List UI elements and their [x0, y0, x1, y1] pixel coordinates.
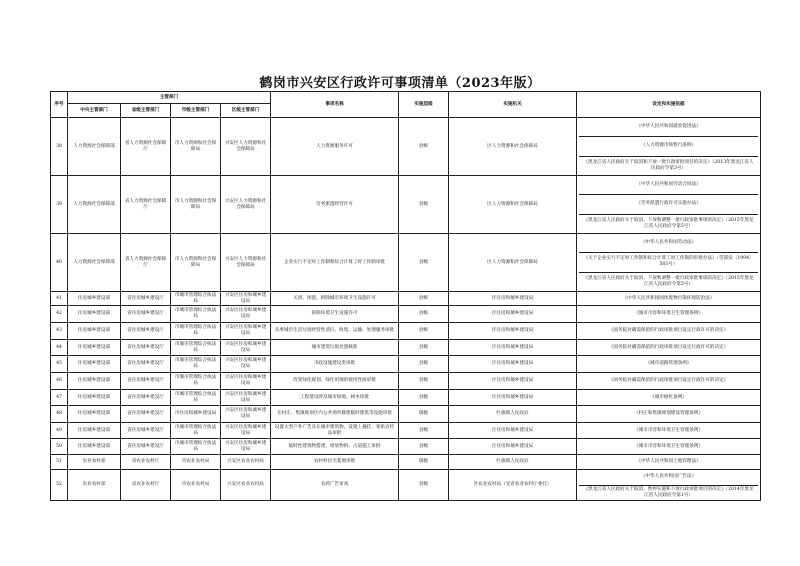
row-basis — [577, 292, 761, 306]
row-province-authority: 省住房城乡建设厅 — [121, 390, 171, 406]
row-district-authority: 兴安区人力资源和社会保障局 — [221, 176, 271, 234]
row-item-name: 关闭、闲置、拆除城市环境卫生设施许可 — [271, 292, 399, 306]
row-basis — [577, 406, 761, 423]
row-district-authority: 兴安区住房和城乡建设局 — [221, 373, 271, 390]
row-level: 县级 — [399, 234, 449, 292]
row-province-authority: 省住房城乡建设厅 — [121, 373, 171, 390]
basis-item: 《中华人民共和国就业促进法》 — [636, 124, 701, 130]
header-agency: 实施机关 — [449, 92, 577, 118]
row-item-name: 在村庄、集镇规划区内公共场所修建临时建筑等设施审批 — [271, 406, 399, 423]
table-row — [51, 439, 761, 455]
row-city-authority: 市城市管理综合执法局 — [171, 439, 221, 455]
basis-item: 《城市市容和环境卫生管理条例》 — [634, 311, 703, 316]
row-province-authority: 省农业农村厅 — [121, 470, 171, 501]
row-item-name: 企业实行不定时工作制和综合计算工时工作制审批 — [271, 234, 399, 292]
row-item-name: 工程建设涉及城市绿地、树木审批 — [271, 390, 399, 406]
row-agency: 区住房和城乡建设局 — [449, 306, 577, 323]
row-province-authority: 省住房城乡建设厅 — [121, 439, 171, 455]
row-agency: 红旗镇人民政府 — [449, 455, 577, 470]
row-agency: 区人力资源和社会保障局 — [449, 118, 577, 176]
row-level: 县级 — [399, 306, 449, 323]
basis-item: 《村庄和集镇规划建设管理条例》 — [634, 411, 703, 416]
row-basis — [577, 455, 761, 470]
row-level: 县级 — [399, 176, 449, 234]
row-seq: 46 — [51, 373, 68, 390]
row-district-authority: 兴安区住房和城乡建设局 — [221, 439, 271, 455]
row-basis — [577, 373, 761, 390]
header-basis: 设定和实施依据 — [577, 92, 761, 118]
table-row — [51, 390, 761, 406]
row-seq: 42 — [51, 306, 68, 323]
row-district-authority: 兴安区人力资源和社会保障局 — [221, 118, 271, 176]
row-item-name: 市政设施建设类审批 — [271, 356, 399, 373]
row-central-authority: 住房城乡建设部 — [68, 356, 121, 373]
basis-item: 《城市道路管理条例》 — [645, 361, 692, 366]
table-row — [51, 423, 761, 439]
row-district-authority: 兴安区住房和城乡建设局 — [221, 390, 271, 406]
basis-item: 《中华人民共和国土地管理法》 — [636, 459, 701, 464]
row-city-authority: 市城市管理综合执法局 — [171, 306, 221, 323]
header-seq: 序号 — [51, 92, 68, 118]
table-row — [51, 455, 761, 470]
row-item-name: 拆除环境卫生设施许可 — [271, 306, 399, 323]
row-basis — [577, 176, 761, 234]
row-basis — [577, 323, 761, 340]
row-city-authority: 市城市管理综合执法局 — [171, 390, 221, 406]
row-city-authority: 市城市管理综合执法局 — [171, 423, 221, 439]
row-basis — [577, 390, 761, 406]
basis-item: 《黑龙江省人民政府关于取消和下放一批行政审批项目的决定》（2013年黑龙江省人民政府令第3号） — [579, 156, 758, 175]
row-level: 县级 — [399, 373, 449, 390]
header-item-name: 事项名称 — [271, 92, 399, 118]
row-province-authority: 省人力资源社会保障厅 — [121, 118, 171, 176]
row-seq: 41 — [51, 292, 68, 306]
row-central-authority: 农业农村部 — [68, 470, 121, 501]
row-seq: 48 — [51, 406, 68, 423]
row-central-authority: 住房城乡建设部 — [68, 439, 121, 455]
row-central-authority: 住房城乡建设部 — [68, 373, 121, 390]
basis-item: 《中华人民共和国劳动法》 — [640, 240, 697, 246]
row-province-authority: 省住房城乡建设厅 — [121, 356, 171, 373]
row-seq: 47 — [51, 390, 68, 406]
row-agency: 区住房和城乡建设局 — [449, 390, 577, 406]
row-agency: 区住房和城乡建设局 — [449, 423, 577, 439]
row-district-authority: 兴安区人力资源和社会保障局 — [221, 234, 271, 292]
header-central: 中央主管部门 — [68, 104, 121, 118]
header-district: 区级主管部门 — [221, 104, 271, 118]
table-body — [51, 118, 761, 501]
row-agency: 区人力资源和社会保障局 — [449, 234, 577, 292]
row-item-name: 设置大型户外广告及在城市建筑物、设施上悬挂、张贴宣传品审批 — [271, 423, 399, 439]
basis-item: 《人力资源市场暂行条例》 — [579, 136, 758, 155]
row-district-authority: 兴安区住房和城乡建设局 — [221, 292, 271, 306]
row-agency: 红旗镇人民政府 — [449, 406, 577, 423]
row-seq: 38 — [51, 118, 68, 176]
row-seq: 43 — [51, 323, 68, 340]
table-row — [51, 176, 761, 234]
row-level: 县级 — [399, 323, 449, 340]
row-city-authority: 市城市管理综合执法局 — [171, 292, 221, 306]
table-row — [51, 373, 761, 390]
basis-item: 《城市市容和环境卫生管理条例》 — [634, 427, 703, 433]
basis-item: 《劳务派遣行政许可实施办法》 — [579, 194, 758, 213]
row-level: 县级 — [399, 356, 449, 373]
row-agency: 区住房和城乡建设局 — [449, 356, 577, 373]
row-province-authority: 省农业农村厅 — [121, 455, 171, 470]
row-province-authority: 省住房城乡建设厅 — [121, 340, 171, 356]
row-city-authority: 市农业农村局 — [171, 455, 221, 470]
row-central-authority: 住房城乡建设部 — [68, 390, 121, 406]
row-item-name: 城市建筑垃圾处置核准 — [271, 340, 399, 356]
row-central-authority: 住房城乡建设部 — [68, 340, 121, 356]
row-basis — [577, 234, 761, 292]
row-item-name: 从事城市生活垃圾经营性清扫、收集、运输、处理服务审批 — [271, 323, 399, 340]
row-city-authority: 市住房和城乡建设局 — [171, 406, 221, 423]
row-level: 镇级 — [399, 455, 449, 470]
basis-item: 《黑龙江省人民政府关于取消、暂停实施和下放行政审批项目的决定》（2014年黑龙江省人民政府令第1号） — [579, 485, 758, 501]
row-basis — [577, 340, 761, 356]
basis-item: 《关于企业实行不定时工作制和综合计算工时工作制的审批办法》（劳部发〔1994〕503号） — [579, 252, 758, 271]
row-item-name: 临时性建筑物搭建、堆放物料、占道施工审批 — [271, 439, 399, 455]
row-central-authority: 人力资源社会保障部 — [68, 176, 121, 234]
row-seq: 49 — [51, 423, 68, 439]
row-district-authority: 兴安区住房和城乡建设局 — [221, 356, 271, 373]
row-central-authority: 住房城乡建设部 — [68, 292, 121, 306]
row-province-authority: 省住房城乡建设厅 — [121, 323, 171, 340]
row-item-name: 农村村民宅基地审批 — [271, 455, 399, 470]
row-city-authority: 市城市管理综合执法局 — [171, 373, 221, 390]
basis-item: 《黑龙江省人民政府关于取消、下放和调整一批行政审批事项的决定》（2015年黑龙江省人民政府令第5号） — [579, 272, 758, 291]
row-agency: 区住房和城乡建设局 — [449, 373, 577, 390]
header-authority-group: 主管部门 — [68, 92, 271, 104]
row-basis — [577, 356, 761, 373]
row-central-authority: 住房城乡建设部 — [68, 406, 121, 423]
row-seq: 45 — [51, 356, 68, 373]
row-province-authority: 省住房城乡建设厅 — [121, 306, 171, 323]
row-seq: 50 — [51, 439, 68, 455]
row-city-authority: 市人力资源和社会保障局 — [171, 176, 221, 234]
row-district-authority: 兴安区住房和城乡建设局 — [221, 323, 271, 340]
row-city-authority: 市城市管理综合执法局 — [171, 323, 221, 340]
row-level: 县级 — [399, 390, 449, 406]
row-district-authority: 兴安区住房和城乡建设局 — [221, 423, 271, 439]
basis-item: 《城市绿化条例》 — [650, 394, 687, 400]
row-central-authority: 人力资源社会保障部 — [68, 118, 121, 176]
row-level: 县级 — [399, 439, 449, 455]
row-agency: 区人力资源和社会保障局 — [449, 176, 577, 234]
row-province-authority: 省住房城乡建设厅 — [121, 292, 171, 306]
row-item-name: 人力资源服务许可 — [271, 118, 399, 176]
row-district-authority: 兴安区农业农村局 — [221, 455, 271, 470]
header-level: 实施层级 — [399, 92, 449, 118]
row-basis — [577, 118, 761, 176]
row-basis — [577, 423, 761, 439]
row-central-authority: 住房城乡建设部 — [68, 423, 121, 439]
table-row — [51, 306, 761, 323]
row-province-authority: 省人力资源社会保障厅 — [121, 176, 171, 234]
row-district-authority: 兴安区住房和城乡建设局 — [221, 306, 271, 323]
header-province: 省级主管部门 — [121, 104, 171, 118]
row-level: 县级 — [399, 118, 449, 176]
row-seq: 51 — [51, 455, 68, 470]
row-seq: 40 — [51, 234, 68, 292]
row-district-authority: 兴安区住房和城乡建设局 — [221, 406, 271, 423]
basis-item: 《国务院对确需保留的行政审批项目设定行政许可的决定》 — [608, 344, 729, 350]
row-central-authority: 住房城乡建设部 — [68, 306, 121, 323]
row-district-authority: 兴安区住房和城乡建设局 — [221, 340, 271, 356]
basis-item: 《黑龙江省人民政府关于取消、下放和调整一批行政审批事项的决定》（2015年黑龙江省人民政府令第5号） — [579, 214, 758, 233]
row-basis — [577, 306, 761, 323]
row-city-authority: 市人力资源和社会保障局 — [171, 234, 221, 292]
basis-item: 《中华人民共和国固体废物污染环境防治法》 — [622, 295, 715, 301]
basis-item: 《中华人民共和国广告法》 — [640, 474, 697, 480]
table-row — [51, 356, 761, 373]
row-city-authority: 市农业农村局 — [171, 470, 221, 501]
row-province-authority: 省人力资源社会保障厅 — [121, 234, 171, 292]
basis-item: 《中华人民共和国劳动合同法》 — [636, 182, 701, 188]
row-agency: 区住房和城乡建设局 — [449, 340, 577, 356]
header-city: 市级主管部门 — [171, 104, 221, 118]
row-level: 镇级 — [399, 406, 449, 423]
row-city-authority: 市城市管理综合执法局 — [171, 356, 221, 373]
row-province-authority: 省住房城乡建设厅 — [121, 423, 171, 439]
row-item-name: 农药广告审查 — [271, 470, 399, 501]
row-seq: 44 — [51, 340, 68, 356]
row-central-authority: 农业农村部 — [68, 455, 121, 470]
table-row — [51, 470, 761, 501]
table-row — [51, 292, 761, 306]
row-district-authority: 兴安区农业农村局 — [221, 470, 271, 501]
basis-item: 《城市市容和环境卫生管理条例》 — [634, 443, 703, 449]
row-level: 县级 — [399, 470, 449, 501]
row-seq: 39 — [51, 176, 68, 234]
row-agency: 区住房和城乡建设局 — [449, 323, 577, 340]
row-agency: 区农业农村局（受省农业农村厅委托） — [449, 470, 577, 501]
row-province-authority: 省住房城乡建设厅 — [121, 406, 171, 423]
table-row — [51, 234, 761, 292]
row-item-name: 改变绿化规划、绿化用地的使用性质审批 — [271, 373, 399, 390]
row-central-authority: 人力资源社会保障部 — [68, 234, 121, 292]
row-city-authority: 市城市管理综合执法局 — [171, 340, 221, 356]
row-item-name: 劳务派遣经营许可 — [271, 176, 399, 234]
row-basis — [577, 470, 761, 501]
permit-list-table — [50, 91, 761, 501]
row-agency: 区住房和城乡建设局 — [449, 439, 577, 455]
row-city-authority: 市人力资源和社会保障局 — [171, 118, 221, 176]
row-agency: 区住房和城乡建设局 — [449, 292, 577, 306]
basis-item: 《国务院对确需保留的行政审批项目设定行政许可的决定》 — [608, 328, 729, 333]
row-level: 县级 — [399, 340, 449, 356]
table-row — [51, 323, 761, 340]
table-row — [51, 406, 761, 423]
table-row — [51, 340, 761, 356]
row-basis — [577, 439, 761, 455]
table-row — [51, 118, 761, 176]
row-seq: 52 — [51, 470, 68, 501]
row-level: 县级 — [399, 292, 449, 306]
row-level: 县级 — [399, 423, 449, 439]
basis-item: 《国务院对确需保留的行政审批项目设定行政许可的决定》 — [608, 378, 729, 383]
row-central-authority: 住房城乡建设部 — [68, 323, 121, 340]
document-title: 鹤岗市兴安区行政许可事项清单（2023年版） — [259, 76, 541, 91]
